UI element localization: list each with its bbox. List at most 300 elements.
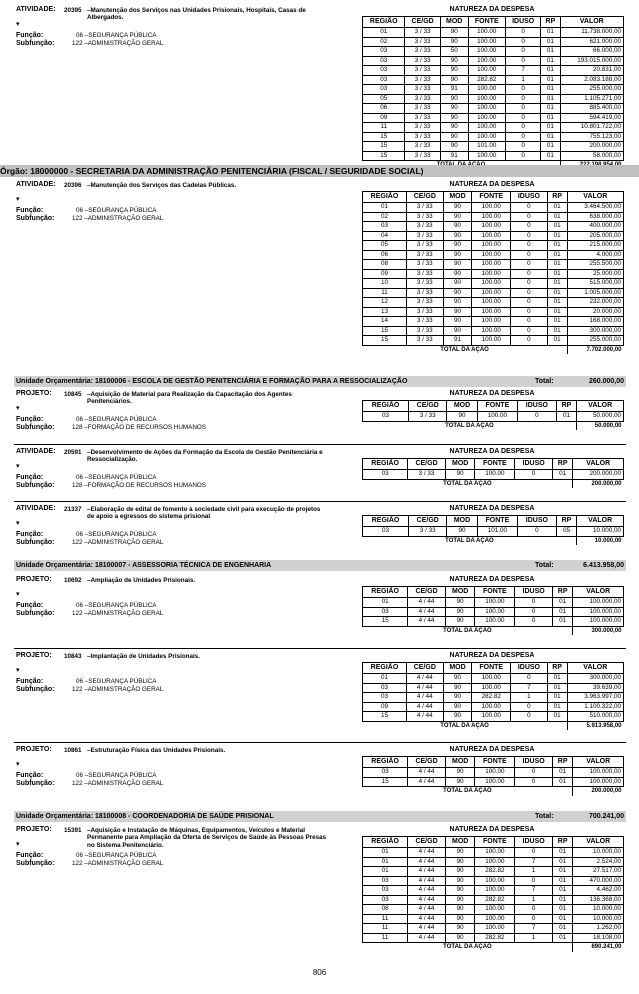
col-header-cegd: CE/GD [408,757,446,768]
cell-cegd: 3 / 33 [405,85,440,95]
cell-mod: 90 [443,693,472,703]
col-header-rp: RP [547,192,567,203]
cell-mod: 90 [440,56,468,66]
cell-iduso: 0 [505,113,540,123]
cell-fonte: 100.00 [475,768,515,778]
action-title: –Manutenção dos Serviços nas Unidades Prisionais, Hospitais, Casas de Albergados. [87,6,306,21]
cell-iduso: 0 [511,317,548,327]
action-title: –Manutenção dos Serviços das Cadeias Públicas. [87,181,237,189]
cell-fonte: 100.00 [472,260,511,270]
table-row [363,712,624,722]
total-acao-value: 5.913.958,00 [567,721,623,730]
subfuncao-label: Subfunção: [16,215,55,222]
cell-rp: 01 [541,94,560,104]
unit-header [14,560,626,571]
cell-rp: 01 [552,768,572,778]
col-header-mod: MOD [445,459,475,470]
cell-valor: 510.000,00 [567,712,623,722]
action-kind-label: ATIVIDADE: [16,6,56,13]
table-row [363,104,624,114]
cell-rp: 01 [547,241,567,251]
cell-valor: 168.000,00 [567,317,623,327]
cell-mod: 90 [443,307,472,317]
col-header-fonte: FONTE [475,459,515,470]
cell-regiao: 03 [363,876,408,886]
cell-fonte: 100.00 [468,151,505,161]
cell-rp: 01 [547,279,567,289]
cell-valor: 10.801.722,00 [560,123,624,133]
cell-rp: 01 [541,132,560,142]
cell-mod: 90 [447,412,477,422]
cell-cegd: 4 / 44 [406,702,443,712]
cell-rp: 01 [552,607,572,617]
total-acao-value: 7.702.000,00 [567,345,623,354]
table-row [363,212,624,222]
col-header-fonte: FONTE [477,401,518,412]
cell-mod: 90 [445,895,475,905]
total-acao-label: TOTAL DA AÇÃO [363,421,577,430]
action-code: 10843 [64,652,82,660]
cell-regiao: 01 [363,28,405,38]
action-code: 15391 [64,826,82,834]
subfuncao-label: Subfunção: [16,780,55,787]
table-header-row [363,401,624,412]
cell-rp: 01 [541,151,560,161]
cell-rp: 01 [552,598,572,608]
cell-valor: 193.015.000,00 [560,56,624,66]
cell-valor: 755.123,00 [560,132,624,142]
cell-fonte: 100.00 [475,607,515,617]
col-header-fonte: FONTE [477,516,518,527]
cell-iduso: 0 [505,56,540,66]
action-code: 10861 [64,746,82,754]
cell-fonte: 100.00 [477,412,518,422]
table-header-row [363,516,624,527]
cell-iduso: 0 [511,712,548,722]
cell-cegd: 3 / 33 [406,212,443,222]
cell-cegd: 4 / 44 [406,683,443,693]
cell-mod: 91 [440,151,468,161]
block-mark: ▾ [16,405,20,412]
cell-regiao: 03 [363,85,405,95]
cell-iduso: 0 [511,269,548,279]
cell-valor: 300.000,00 [567,326,623,336]
cell-iduso: 1 [515,895,553,905]
block-mark: ▾ [16,520,20,527]
natureza-title: NATUREZA DA DESPESA [449,826,535,833]
action-title: –Aquisição e Instalação de Máquinas, Equipamentos, Veículos e Material Permanente para Ampliação da Oferta de Serviços de Saúde às Pessoas Presas no Sistema Penitenciário. [87,826,327,849]
col-header-iduso: IDUSO [515,757,553,768]
cell-valor: 10.000,00 [573,914,624,924]
cell-fonte: 282.82 [468,75,505,85]
table-row [363,75,624,85]
cell-mod: 90 [443,231,472,241]
cell-valor: 100.000,00 [573,607,624,617]
table-row [363,203,624,213]
cell-cegd: 3 / 33 [406,336,443,346]
table-row [363,914,624,924]
cell-cegd: 4 / 44 [408,876,446,886]
table-row [363,47,624,57]
cell-rp: 01 [547,260,567,270]
cell-fonte: 100.00 [468,132,505,142]
natureza-title: NATUREZA DA DESPESA [449,6,535,13]
table-row [363,924,624,934]
cell-rp: 01 [552,876,572,886]
col-header-mod: MOD [440,17,468,28]
col-header-cegd: CE/GD [408,459,446,470]
total-acao-value: 50.000,00 [577,421,624,430]
cell-regiao: 01 [363,598,408,608]
action-title: –Desenvolvimento de Ações da Formação da Escola de Gestão Penitenciária e Ressocialização. [87,448,323,463]
cell-rp: 01 [541,142,560,152]
cell-iduso: 0 [511,250,548,260]
cell-valor: 232.000,00 [567,298,623,308]
cell-regiao: 03 [363,527,409,537]
cell-valor: 255.000,00 [567,336,623,346]
cell-rp: 01 [552,933,572,943]
cell-iduso: 0 [505,28,540,38]
cell-regiao: 11 [363,933,408,943]
col-header-iduso: IDUSO [518,401,556,412]
cell-mod: 90 [443,241,472,251]
natureza-title: NATUREZA DA DESPESA [449,746,535,753]
cell-iduso: 0 [515,905,553,915]
cell-cegd: 3 / 33 [406,241,443,251]
cell-valor: 25.000,00 [567,269,623,279]
cell-valor: 100.000,00 [573,768,624,778]
cell-mod: 90 [445,848,475,858]
cell-regiao: 15 [363,617,408,627]
cell-iduso: 0 [505,104,540,114]
cell-valor: 11.738.000,00 [560,28,624,38]
subfuncao-value: 122 –ADMINISTRAÇÃO GERAL [72,780,164,787]
cell-valor: 27.517,00 [573,867,624,877]
cell-fonte: 100.00 [475,470,515,480]
table-row [363,113,624,123]
col-header-mod: MOD [443,663,472,674]
table-row [363,412,624,422]
cell-rp: 01 [547,317,567,327]
cell-valor: 20.831,00 [560,66,624,76]
total-acao-label: TOTAL DA AÇÃO [363,721,568,730]
cell-valor: 100.000,00 [573,598,624,608]
cell-iduso: 0 [511,241,548,251]
cell-fonte: 101.00 [468,142,505,152]
cell-iduso: 0 [511,298,548,308]
table-row [363,37,624,47]
cell-iduso: 0 [511,231,548,241]
col-header-iduso: IDUSO [511,663,548,674]
unit-title: Unidade Orçamentária: 18100007 - ASSESSORIA TÉCNICA DE ENGENHARIA [16,562,272,569]
cell-cegd: 3 / 33 [405,94,440,104]
cell-mod: 90 [443,712,472,722]
block-separator [14,501,626,502]
table-row [363,886,624,896]
col-header-valor: VALOR [573,587,624,598]
col-header-regiao: REGIÃO [363,459,408,470]
cell-cegd: 4 / 44 [408,886,446,896]
table-row [363,307,624,317]
col-header-mod: MOD [447,516,477,527]
table-row [363,857,624,867]
cell-mod: 90 [440,66,468,76]
cell-mod: 90 [443,298,472,308]
cell-fonte: 100.00 [468,94,505,104]
table-row [363,94,624,104]
cell-regiao: 01 [363,848,408,858]
cell-valor: 66.000,00 [560,47,624,57]
cell-iduso: 0 [511,336,548,346]
cell-valor: 400.000,00 [567,222,623,232]
col-header-rp: RP [556,516,577,527]
cell-rp: 01 [547,702,567,712]
cell-fonte: 100.00 [468,37,505,47]
cell-fonte: 100.00 [475,598,515,608]
cell-regiao: 02 [363,212,407,222]
unit-title: Unidade Orçamentária: 18100008 - COORDENADORIA DE SAÚDE PRISIONAL [16,813,274,820]
natureza-title: NATUREZA DA DESPESA [449,448,535,455]
cell-mod: 90 [445,607,475,617]
unit-header [14,811,626,822]
col-header-valor: VALOR [567,663,623,674]
cell-regiao: 15 [363,777,408,787]
cell-fonte: 100.00 [472,683,511,693]
cell-cegd: 4 / 44 [408,867,446,877]
table-row [363,28,624,38]
cell-cegd: 4 / 44 [408,905,446,915]
action-kind-label: PROJETO: [16,826,52,833]
subfuncao-value: 122 –ADMINISTRAÇÃO GERAL [72,610,164,617]
cell-rp: 01 [541,66,560,76]
natureza-title: NATUREZA DA DESPESA [449,390,535,397]
cell-valor: 470.000,00 [573,876,624,886]
cell-regiao: 11 [363,924,408,934]
table-header-row [363,459,624,470]
cell-fonte: 100.00 [472,250,511,260]
cell-valor: 621.000,00 [560,37,624,47]
block-mark: ▾ [16,667,20,674]
table-row [363,777,624,787]
cell-fonte: 100.00 [472,298,511,308]
cell-fonte: 100.00 [468,66,505,76]
unit-title: Unidade Orçamentária: 18100006 - ESCOLA DE GESTÃO PENITENCIÁRIA E FORMAÇÃO PARA A RESSOCIALIZAÇÃO [16,378,408,385]
subfuncao-label: Subfunção: [16,424,55,431]
cell-cegd: 3 / 33 [405,142,440,152]
cell-valor: 39.639,00 [567,683,623,693]
cell-mod: 90 [445,777,475,787]
page-number: 806 [312,968,327,977]
action-kind-label: PROJETO: [16,576,52,583]
funcao-label: Função: [16,416,44,423]
cell-cegd: 3 / 33 [408,470,446,480]
cell-iduso: 0 [511,279,548,289]
cell-cegd: 3 / 33 [405,37,440,47]
expense-table [362,836,624,952]
cell-valor: 515.000,00 [567,279,623,289]
action-code: 20396 [64,181,82,189]
cell-iduso: 0 [505,37,540,47]
cell-rp: 01 [547,307,567,317]
cell-iduso: 0 [511,212,548,222]
cell-valor: 200.000,00 [560,142,624,152]
subfuncao-label: Subfunção: [16,686,55,693]
subfuncao-value: 122 –ADMINISTRAÇÃO GERAL [72,686,164,693]
cell-fonte: 100.00 [475,914,515,924]
cell-valor: 1.105.271,00 [560,94,624,104]
cell-valor: 255.500,00 [567,260,623,270]
cell-iduso: 0 [515,607,553,617]
cell-mod: 90 [445,867,475,877]
col-header-valor: VALOR [573,459,624,470]
expense-table [362,662,624,730]
expense-table [362,400,624,430]
subfuncao-value: 122 –ADMINISTRAÇÃO GERAL [72,40,164,47]
cell-regiao: 03 [363,47,405,57]
cell-cegd: 3 / 33 [405,66,440,76]
col-header-iduso: IDUSO [515,587,553,598]
cell-mod: 90 [443,279,472,289]
cell-iduso: 0 [511,203,548,213]
cell-mod: 90 [443,260,472,270]
col-header-iduso: IDUSO [511,192,548,203]
cell-mod: 90 [445,768,475,778]
expense-table [362,458,624,488]
cell-iduso: 0 [505,94,540,104]
table-row [363,470,624,480]
cell-rp: 01 [552,914,572,924]
subfuncao-label: Subfunção: [16,482,55,489]
table-row [363,317,624,327]
cell-regiao: 15 [363,712,407,722]
cell-mod: 91 [440,85,468,95]
cell-rp: 01 [547,250,567,260]
cell-regiao: 15 [363,336,407,346]
cell-rp: 01 [547,288,567,298]
action-title: –Elaboração de edital de fomento à sociedade civil para execução de projetos de apoio a egressos do sistema prisional [87,505,321,520]
col-header-cegd: CE/GD [408,837,446,848]
cell-regiao: 09 [363,702,407,712]
block-separator [14,648,626,649]
orgao-header: Órgão: 18000000 - SECRETARIA DA ADMINISTRAÇÃO PENITENCIÁRIA (FISCAL / SEGURIDADE SOCIAL) [0,165,639,177]
cell-cegd: 4 / 44 [408,777,446,787]
cell-iduso: 7 [515,857,553,867]
table-row [363,222,624,232]
cell-regiao: 06 [363,250,407,260]
col-header-valor: VALOR [577,516,624,527]
cell-fonte: 100.00 [472,674,511,684]
cell-valor: 18.108,00 [573,933,624,943]
table-row [363,298,624,308]
cell-iduso: 1 [515,867,553,877]
cell-valor: 3.464.500,00 [567,203,623,213]
cell-fonte: 100.00 [468,113,505,123]
cell-cegd: 4 / 44 [408,848,446,858]
cell-fonte: 282.82 [475,933,515,943]
cell-fonte: 100.00 [475,886,515,896]
cell-fonte: 100.00 [475,617,515,627]
cell-fonte: 282.82 [472,693,511,703]
col-header-valor: VALOR [573,837,624,848]
col-header-iduso: IDUSO [515,459,553,470]
cell-regiao: 09 [363,113,405,123]
cell-regiao: 05 [363,94,405,104]
cell-valor: 136.368,00 [573,895,624,905]
total-row [363,536,624,545]
cell-fonte: 100.00 [472,712,511,722]
expense-table [362,756,624,796]
cell-cegd: 3 / 33 [406,298,443,308]
cell-regiao: 03 [363,412,409,422]
cell-iduso: 0 [511,222,548,232]
cell-regiao: 05 [363,241,407,251]
cell-mod: 90 [443,674,472,684]
cell-regiao: 15 [363,142,405,152]
table-row [363,768,624,778]
table-header-row [363,663,624,674]
cell-cegd: 4 / 44 [408,617,446,627]
total-row [363,421,624,430]
cell-iduso: 7 [515,886,553,896]
block-mark: ▾ [16,761,20,768]
cell-regiao: 03 [363,693,407,703]
cell-fonte: 100.00 [472,222,511,232]
cell-rp: 01 [547,326,567,336]
col-header-valor: VALOR [560,17,624,28]
cell-rp: 01 [552,848,572,858]
table-row [363,607,624,617]
cell-regiao: 01 [363,867,408,877]
col-header-regiao: REGIÃO [363,192,407,203]
cell-cegd: 3 / 33 [405,47,440,57]
cell-mod: 90 [440,28,468,38]
col-header-rp: RP [552,837,572,848]
cell-valor: 100.000,00 [573,617,624,627]
cell-regiao: 15 [363,151,405,161]
cell-cegd: 3 / 33 [406,231,443,241]
cell-iduso: 0 [505,151,540,161]
cell-valor: 638.000,00 [567,212,623,222]
cell-cegd: 3 / 33 [405,56,440,66]
cell-regiao: 11 [363,914,408,924]
action-title: –Aquisição de Material para Realização da Capacitação dos Agentes Penitenciários. [87,390,292,405]
cell-valor: 1.100.322,00 [567,702,623,712]
action-kind-label: PROJETO: [16,390,52,397]
cell-rp: 01 [547,212,567,222]
cell-fonte: 100.00 [472,702,511,712]
cell-valor: 4.000,00 [567,250,623,260]
cell-valor: 10.000,00 [573,905,624,915]
funcao-label: Função: [16,602,44,609]
cell-regiao: 03 [363,768,408,778]
action-kind-label: ATIVIDADE: [16,181,56,188]
table-row [363,693,624,703]
table-header-row [363,757,624,768]
cell-mod: 90 [445,933,475,943]
cell-regiao: 11 [363,288,407,298]
cell-regiao: 03 [363,56,405,66]
action-kind-label: ATIVIDADE: [16,448,56,455]
col-header-rp: RP [556,401,577,412]
cell-regiao: 11 [363,123,405,133]
cell-fonte: 100.00 [472,288,511,298]
cell-mod: 90 [440,142,468,152]
table-row [363,848,624,858]
total-acao-value: 10.000,00 [577,536,624,545]
funcao-value: 06 –SEGURANÇA PÚBLICA [76,678,157,685]
cell-valor: 594.419,00 [560,113,624,123]
subfuncao-label: Subfunção: [16,860,55,867]
